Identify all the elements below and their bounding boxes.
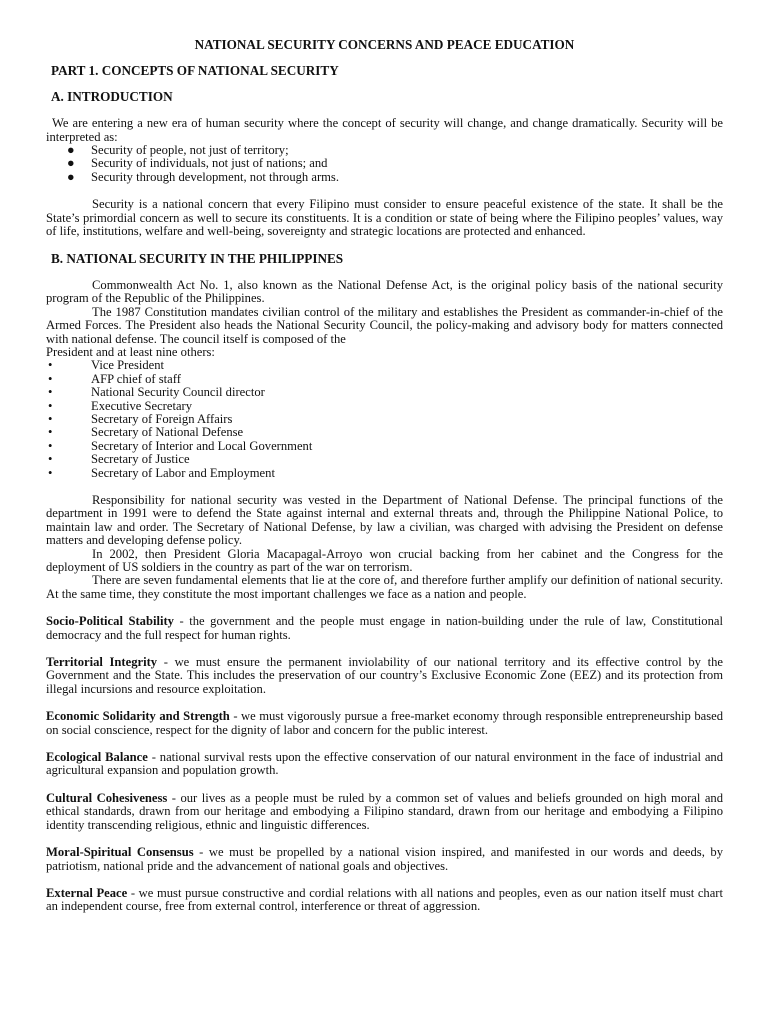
list-item: • AFP chief of staff [48,371,181,386]
council-intro: President and at least nine others: [46,344,215,359]
intro-paragraph-2: Security is a national concern that every Filipino must consider to ensure peaceful existence of the state. It shall be the State’s primordial concern as well to secure its constituents. It is a condition or state of being where the Filipino peoples’ values, way of life, institutions, welfare and well-being, sovereignty and strategic locations are protected and enhanced. [46,197,723,239]
bullet-icon: • [48,371,53,386]
defense-act-paragraph: Commonwealth Act No. 1, also known as the National Defense Act, is the original policy basis of the national security program of the Republic of the Philippines. [46,277,723,306]
element-moral-spiritual: Moral-Spiritual Consensus - we must be propelled by a national vision inspired, and manifested in our words and deeds, by patriotism, national pride and the advancement of national goals and objectives. [46,845,723,873]
bullet-icon: • [48,358,53,373]
bullet-icon: • [48,465,53,480]
element-cultural: Cultural Cohesiveness - our lives as a people must be ruled by a common set of values and beliefs grounded on high moral and ethical standards, drawn from our heritage and embodying a Filipino standard, drawn from our heritage and embodying a Filipino identity transcending religious, ethnic and linguistic differences. [46,790,723,832]
list-item: • Secretary of Labor and Employment [48,465,275,480]
bullet-icon: • [48,411,53,426]
list-item: ● Security of people, not just of territory; [67,143,289,158]
list-item: ● Security of individuals, not just of nations; and [67,156,328,171]
list-item: • Executive Secretary [48,398,193,413]
responsibility-paragraph: Responsibility for national security was vested in the Department of National Defense. The principal functions of the department in 1991 were to defend the State against internal and external threats and, through the Philippine National Police, to maintain law and order. The Secretary of National Defense, by law a civilian, was charged with advising the President on defense matters and developing defense policy. [46,492,723,548]
bullet-icon: • [48,438,53,453]
seven-elements-paragraph: There are seven fundamental elements that lie at the core of, and therefore further amplify our definition of national security. At the same time, they constitute the most important challenges we face as a nation and people. [46,573,723,601]
element-territorial: Territorial Integrity - we must ensure the permanent inviolability of our national territory and its effective control by the Government and the State. This includes the preservation of our country’s Exclusive Economic Zone (EEZ) and its protection from illegal incursions and resource exploitation. [46,655,723,696]
list-item: • Secretary of Foreign Affairs [48,411,233,426]
bullet-icon: • [48,398,53,413]
element-socio-political: Socio-Political Stability - the government and the people must engage in nation-building under the rule of law, Constitutional democracy and the full respect for human rights. [46,614,723,642]
element-ecological: Ecological Balance - national survival rests upon the effective conservation of our natural environment in the face of industrial and agricultural expansion and population growth. [46,750,724,778]
bullet-icon: ● [67,143,75,158]
element-economic: Economic Solidarity and Strength - we must vigorously pursue a free-market economy through responsible entrepreneurship based on social conscience, respect for the dignity of labor and concern for the public interest. [46,709,723,737]
list-item: • Vice President [48,358,165,373]
list-item: • Secretary of Interior and Local Government [48,438,313,453]
council-member-list [46,359,723,480]
list-item: • Secretary of Justice [48,452,190,467]
bullet-icon: • [48,425,53,440]
bullet-icon: • [48,452,53,467]
list-item: ● Security through development, not through arms. [67,169,339,184]
arroyo-paragraph: In 2002, then President Gloria Macapagal-Arroyo won crucial backing from her cabinet and the Congress for the deployment of US soldiers in the country as part of the war on terrorism. [46,546,723,574]
part-heading: PART 1. CONCEPTS OF NATIONAL SECURITY [51,63,339,79]
bullet-icon: • [48,385,53,400]
document-title: NATIONAL SECURITY CONCERNS AND PEACE EDUCATION [194,37,575,52]
section-a-heading: A. INTRODUCTION [51,88,173,104]
constitution-paragraph: The 1987 Constitution mandates civilian control of the military and establishes the President as commander-in-chief of the Armed Forces. The President also heads the National Security Council, the policy-making and advisory body for matters connected with national defense. The council itself is composed of the [46,304,723,346]
section-b-heading: B. NATIONAL SECURITY IN THE PHILIPPINES [51,251,344,267]
bullet-icon: ● [67,156,75,171]
element-external-peace: External Peace - we must pursue constructive and cordial relations with all nations and peoples, even as our nation itself must chart an independent course, free from external control, interference or threat of aggression. [46,885,723,914]
list-item: • National Security Council director [48,385,265,400]
list-item: • Secretary of National Defense [48,425,244,440]
intro-bullet-list [46,144,723,184]
intro-paragraph: We are entering a new era of human security where the concept of security will change, and change dramatically. Security will be interpreted as: [46,116,723,144]
bullet-icon: ● [67,169,75,184]
